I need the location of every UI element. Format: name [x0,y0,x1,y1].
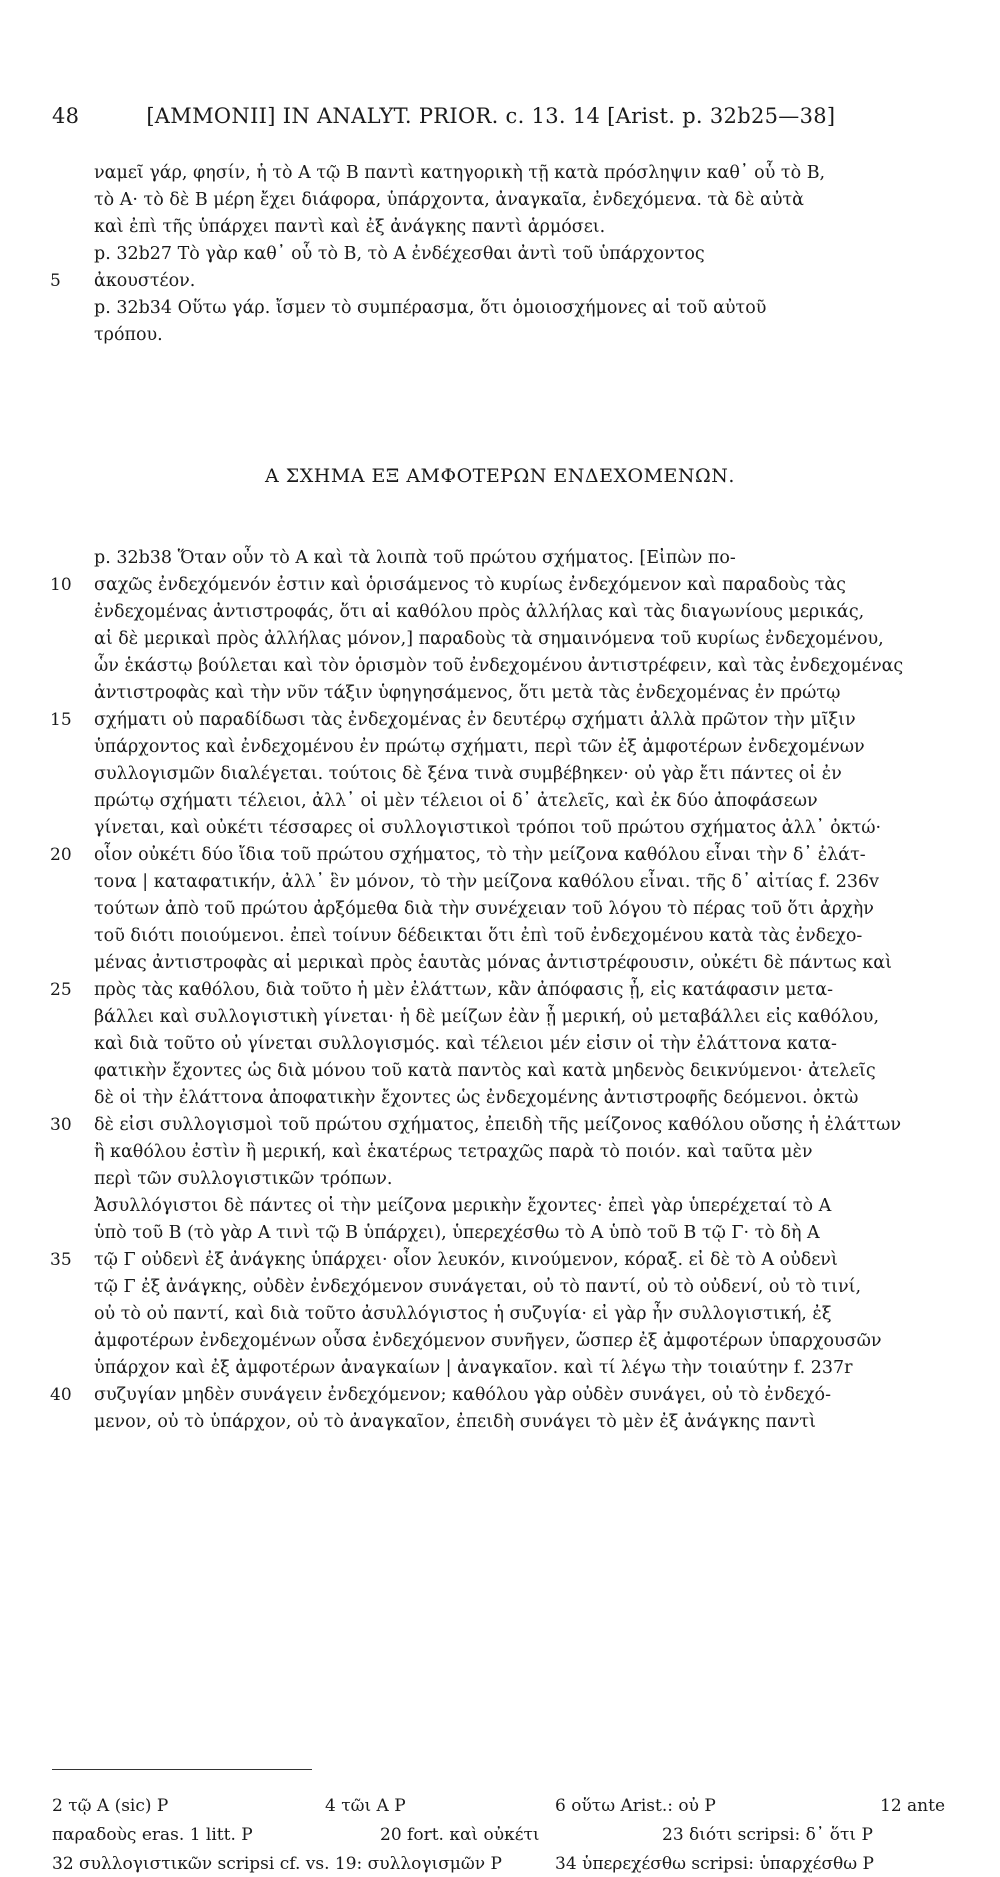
text-line: αἱ δὲ μερικαὶ πρὸς ἀλλήλας μόνον,] παραδοὺς τὰ σημαινόμενα τοῦ κυρίως ἐνδεχομένου, [94,629,884,649]
text-line: τοῦ διότι ποιούμενοι. ἐπεὶ τοίνυν δέδεικται ὅτι ἐπὶ τοῦ ἐνδεχομένου κατὰ τὰς ἐνδεχο- [94,926,863,946]
text-line: τονα | καταφατικήν, ἀλλ᾽ ἓν μόνον, τὸ τὴν μείζονα καθόλου εἶναι. τῆς δ᾽ αἰτίας f. 236v [94,872,880,892]
text-line: ὧν ἑκάστῳ βούλεται καὶ τὸν ὁρισμὸν τοῦ ἐνδεχομένου ἀντιστρέφειν, καὶ τὰς ἐνδεχομένας [94,656,904,676]
text-line: ὑπάρχον καὶ ἐξ ἀμφοτέρων ἀναγκαίων | ἀναγκαῖον. καὶ τί λέγω τὴν τοιαύτην f. 237r [94,1358,853,1378]
page-number: 48 [52,104,80,128]
text-line: γίνεται, καὶ οὐκέτι τέσσαρες οἱ συλλογιστικοὶ τρόποι τοῦ πρώτου σχήματος ἀλλ᾽ ὀκτώ· [94,818,882,838]
text-line: δὲ εἰσι συλλογισμοὶ τοῦ πρώτου σχήματος, ἐπειδὴ τῆς μείζονος καθόλου οὔσης ἡ ἐλάττων [94,1115,901,1135]
text-line: ἀμφοτέρων ἐνδεχομένων οὖσα ἐνδεχόμενον συνῆγεν, ὥσπερ ἐξ ἀμφοτέρων ὑπαρχουσῶν [94,1331,882,1351]
line-number: 25 [50,980,72,1000]
text-line: καὶ ἐπὶ τῆς ὑπάρχει παντὶ καὶ ἐξ ἀνάγκης παντὶ ἁρμόσει. [94,217,606,237]
line-number: 5 [50,271,61,291]
text-line: φατικὴν ἔχοντες ὡς διὰ μόνου τοῦ κατὰ παντὸς καὶ κατὰ μηδενὸς δεικνύμενοι· ἀτελεῖς [94,1061,876,1081]
footnote: 2 τῷ Α (sic) P [52,1796,169,1816]
line-number: 10 [50,575,72,595]
text-line: ἀκουστέον. [94,271,196,291]
text-line: συζυγίαν μηδὲν συνάγειν ἐνδεχόμενον; καθόλου γὰρ οὐδὲν συνάγει, οὐ τὸ ἐνδεχό- [94,1385,831,1405]
text-line: οὐ τὸ οὐ παντί, καὶ διὰ τοῦτο ἀσυλλόγιστος ἡ συζυγία· εἰ γὰρ ἦν συλλογιστική, ἐξ [94,1304,832,1324]
text-line: περὶ τῶν συλλογιστικῶν τρόπων. [94,1169,393,1189]
text-line: ὑπὸ τοῦ Β (τὸ γὰρ Α τινὶ τῷ Β ὑπάρχει), ὑπερεχέσθω τὸ Α ὑπὸ τοῦ Β τῷ Γ· τὸ δὴ Α [94,1223,820,1243]
footnote: 20 fort. καὶ οὐκέτι [380,1825,540,1845]
line-number: 30 [50,1115,72,1135]
text-line: μένας ἀντιστροφὰς αἱ μερικαὶ πρὸς ἑαυτὰς μόνας ἀντιστρέφουσιν, οὐκέτι δὲ πάντως καὶ [94,953,892,973]
footnote: 12 ante [880,1796,946,1816]
text-line: ἢ καθόλου ἐστὶν ἢ μερική, καὶ ἑκατέρως τετραχῶς παρὰ τὸ ποιόν. καὶ ταῦτα μὲν [94,1142,813,1162]
text-line: πρώτῳ σχήματι τέλειοι, ἀλλ᾽ οἱ μὲν τέλειοι οἱ δ᾽ ἀτελεῖς, καὶ ἐκ δύο ἀποφάσεων [94,791,818,811]
text-line: Ἀσυλλόγιστοι δὲ πάντες οἱ τὴν μείζονα μερικὴν ἔχοντες· ἐπεὶ γὰρ ὑπερέχεταί τὸ Α [94,1196,832,1216]
text-line: μενον, οὐ τὸ ὑπάρχον, οὐ τὸ ἀναγκαῖον, ἐπειδὴ συνάγει τὸ μὲν ἐξ ἀνάγκης παντὶ [94,1412,816,1432]
line-number: 40 [50,1385,72,1405]
running-title: [AMMONII] IN ANALYT. PRIOR. c. 13. 14 [Arist. p. 32b25—38] [146,104,836,128]
text-line: τῷ Γ οὐδενὶ ἐξ ἀνάγκης ὑπάρχει· οἷον λευκόν, κινούμενον, κόραξ. εἰ δὲ τὸ Α οὐδενὶ [94,1250,838,1270]
text-line: ἐνδεχομένας ἀντιστροφάς, ὅτι αἱ καθόλου πρὸς ἀλλήλας καὶ τὰς διαγωνίους μερικάς, [94,602,865,622]
text-line: ἀντιστροφὰς καὶ τὴν νῦν τάξιν ὑφηγησάμενος, ὅτι μετὰ τὰς ἐνδεχομένας ἐν πρώτῳ [94,683,841,703]
footnote: 4 τῶι Α P [325,1796,406,1816]
running-header [52,104,835,128]
text-line: p. 32b34 Οὕτω γάρ. ἴσμεν τὸ συμπέρασμα, ὅτι ὁμοιοσχήμονες αἱ τοῦ αὐτοῦ [94,298,767,318]
footnote: παραδοὺς eras. 1 litt. P [52,1825,253,1845]
line-number: 15 [50,710,72,730]
footnote: 32 συλλογιστικῶν scripsi cf. vs. 19: συλλογισμῶν P [52,1854,502,1874]
text-line: δὲ οἱ τὴν ἐλάττονα ἀποφατικὴν ἔχοντες ὡς ἐνδεχομένης ἀντιστροφῆς δεόμενοι. ὀκτὼ [94,1088,859,1108]
line-number: 35 [50,1250,72,1270]
text-line: p. 32b38 Ὅταν οὖν τὸ Α καὶ τὰ λοιπὰ τοῦ πρώτου σχήματος. [Εἰπὼν πο- [94,548,736,568]
text-line: βάλλει καὶ συλλογιστικὴ γίνεται· ἡ δὲ μείζων ἐὰν ᾖ μερική, οὐ μεταβάλλει εἰς καθόλου, [94,1007,880,1027]
text-line: τῷ Γ ἐξ ἀνάγκης, οὐδὲν ἐνδεχόμενον συνάγεται, οὐ τὸ παντί, οὐ τὸ οὐδενί, οὐ τὸ τινί, [94,1277,862,1297]
text-line: τούτων ἀπὸ τοῦ πρώτου ἀρξόμεθα διὰ τὴν συνέχειαν τοῦ λόγου τὸ πέρας τοῦ ὅτι ἀρχὴν [94,899,874,919]
text-line: ναμεῖ γάρ, φησίν, ἡ τὸ Α τῷ Β παντὶ κατηγορικὴ τῇ κατὰ πρόσληψιν καθ᾽ οὗ τὸ Β, [94,163,826,183]
footnote: 6 οὕτω Arist.: οὐ P [555,1796,716,1816]
text-line: πρὸς τὰς καθόλου, διὰ τοῦτο ἡ μὲν ἐλάττων, κἂν ἀπόφασις ᾖ, εἰς κατάφασιν μετα- [94,980,834,1000]
text-line: p. 32b27 Τὸ γὰρ καθ᾽ οὗ τὸ Β, τὸ Α ἐνδέχεσθαι ἀντὶ τοῦ ὑπάρχοντος [94,244,705,264]
text-line: ὑπάρχοντος καὶ ἐνδεχομένου ἐν πρώτῳ σχήματι, περὶ τῶν ἐξ ἀμφοτέρων ἐνδεχομένων [94,737,865,757]
text-line: σαχῶς ἐνδεχόμενόν ἐστιν καὶ ὁρισάμενος τὸ κυρίως ἐνδεχόμενον καὶ παραδοὺς τὰς [94,575,846,595]
footnote: 23 διότι scripsi: δ᾽ ὅτι P [662,1825,873,1845]
section-heading: Α ΣΧΗΜΑ ΕΞ ΑΜΦΟΤΕΡΩΝ ΕΝΔΕΧΟΜΕΝΩΝ. [265,465,735,487]
text-line: συλλογισμῶν διαλέγεται. τούτοις δὲ ξένα τινὰ συμβέβηκεν· οὐ γὰρ ἔτι πάντες οἱ ἐν [94,764,842,784]
text-line: οἷον οὐκέτι δύο ἴδια τοῦ πρώτου σχήματος, τὸ τὴν μείζονα καθόλου εἶναι τὴν δ᾽ ἐλάτ- [94,845,866,865]
text-line: τὸ Α· τὸ δὲ Β μέρη ἔχει διάφορα, ὑπάρχοντα, ἀναγκαῖα, ἐνδεχόμενα. τὰ δὲ αὐτὰ [94,190,804,210]
line-number: 20 [50,845,72,865]
text-line: καὶ διὰ τοῦτο οὐ γίνεται συλλογισμός. καὶ τέλειοι μέν εἰσιν οἱ τὴν ἐλάττονα κατα- [94,1034,837,1054]
footnote: 34 ὑπερεχέσθω scripsi: ὑπαρχέσθω P [555,1854,874,1874]
text-line: τρόπου. [94,325,163,345]
footnote-rule [52,1769,312,1770]
text-line: σχήματι οὐ παραδίδωσι τὰς ἐνδεχομένας ἐν δευτέρῳ σχήματι ἀλλὰ πρῶτον τὴν μῖξιν [94,710,856,730]
